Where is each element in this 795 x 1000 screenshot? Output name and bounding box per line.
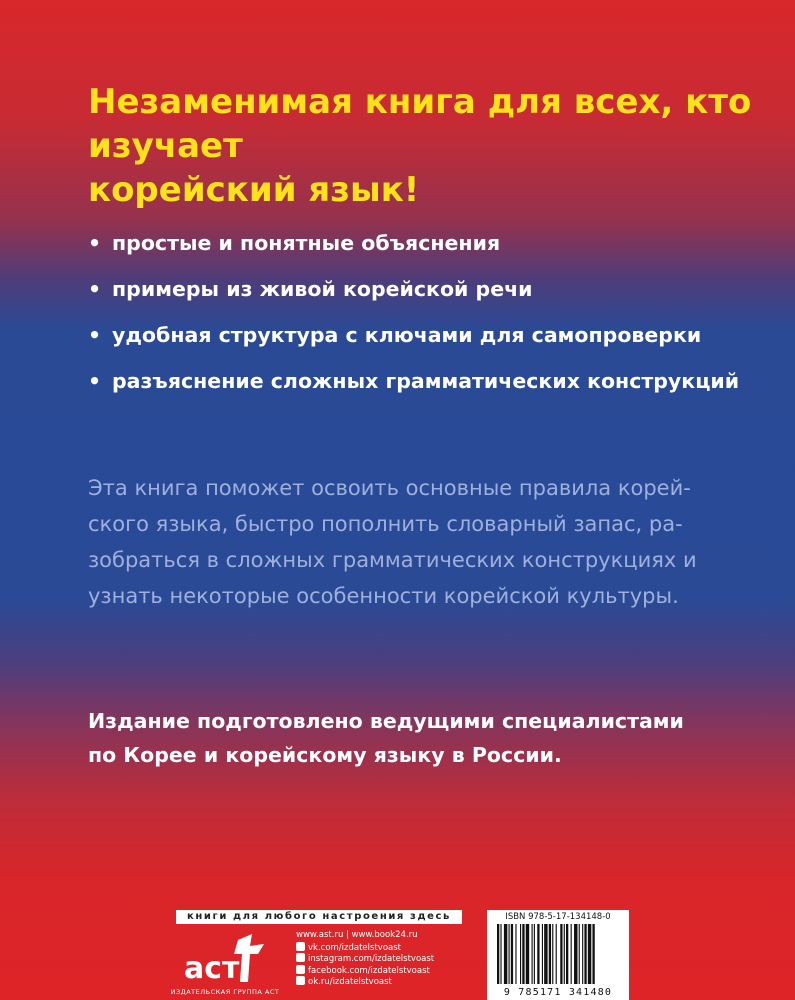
barcode-bar [588, 924, 591, 984]
barcode-bar [592, 924, 594, 984]
barcode-bar [515, 924, 516, 984]
vk-text: vk.com/izdatelstvoast [308, 942, 401, 953]
barcode-bar [552, 924, 553, 984]
barcode-bar [522, 924, 524, 984]
barcode-bar [500, 924, 501, 984]
ast-logo-icon [180, 930, 272, 996]
feature-item: • простые и понятные объяснения [88, 228, 768, 258]
barcode-icon [491, 924, 625, 986]
barcode-bar [504, 924, 507, 984]
edition-line: Издание подготовлено ведущими специалистами [88, 709, 684, 733]
edition-note [88, 704, 728, 772]
barcode-bar [549, 924, 551, 984]
barcode-bar [560, 924, 562, 984]
facebook-link[interactable] [296, 965, 434, 977]
publisher-tagline: книги для любого настроения здесь [176, 910, 462, 924]
publisher-contacts [296, 930, 434, 988]
barcode-bar [537, 924, 539, 984]
feature-item: • разъяснение сложных грамматических конструкций [88, 366, 768, 396]
facebook-text: facebook.com/izdatelstvoast [308, 965, 430, 976]
headline-line: корейский язык! [88, 170, 420, 210]
description-line: зобраться в сложных грамматических конструкциях и [88, 548, 697, 572]
barcode-bar [526, 924, 529, 984]
description-line: ского языка, быстро пополнить словарный запас, ра- [88, 512, 683, 536]
barcode-number: 9 785171 341480 [503, 987, 613, 998]
barcode-bar [584, 924, 586, 984]
headline [88, 80, 768, 212]
description-line: узнать некоторые особенности корейской культуры. [88, 584, 679, 608]
ok-link[interactable] [296, 976, 434, 988]
facebook-icon [296, 965, 305, 974]
barcode-bar [511, 924, 513, 984]
instagram-icon [296, 953, 305, 962]
feature-item: • удобная структура с ключами для самопроверки [88, 320, 768, 350]
barcode-bar [571, 924, 572, 984]
description [88, 470, 728, 614]
barcode-bar [542, 924, 543, 984]
barcode-bar [579, 924, 580, 984]
ast-logo-text: аст [184, 951, 240, 986]
ok-text: ok.ru/izdatelstvoast [308, 977, 392, 987]
barcode-bar [582, 924, 583, 984]
description-line: Эта книга поможет освоить основные правила корей- [88, 476, 691, 500]
isbn-label: ISBN 978-5-17-134148-0 [505, 912, 611, 922]
vk-icon [296, 942, 305, 951]
ok-icon [296, 976, 305, 985]
barcode-bar [556, 924, 557, 984]
instagram-text: instagram.com/izdatelstvoast [308, 954, 435, 964]
barcode-bar [564, 924, 565, 984]
barcode-bar [520, 924, 521, 984]
feature-list [88, 228, 768, 412]
headline-line: Незаменимая книга для всех, кто изучает [88, 82, 752, 166]
websites-link[interactable]: www.ast.ru | www.book24.ru [296, 930, 418, 940]
vk-link[interactable] [296, 942, 434, 954]
barcode-bar [532, 924, 533, 984]
barcode-bar [497, 924, 499, 984]
barcode-bar [534, 924, 535, 984]
isbn-barcode [487, 910, 629, 1000]
feature-item: • примеры из живой корейской речи [88, 274, 768, 304]
barcode-bar [509, 924, 510, 984]
publisher-name: ИЗДАТЕЛЬСКАЯ ГРУППА АСТ [170, 988, 280, 996]
barcode-bar [566, 924, 568, 984]
barcode-bar [574, 924, 577, 984]
barcode-bar [544, 924, 547, 984]
instagram-link[interactable] [296, 953, 434, 965]
edition-line: по Корее и корейскому языку в России. [88, 743, 562, 767]
